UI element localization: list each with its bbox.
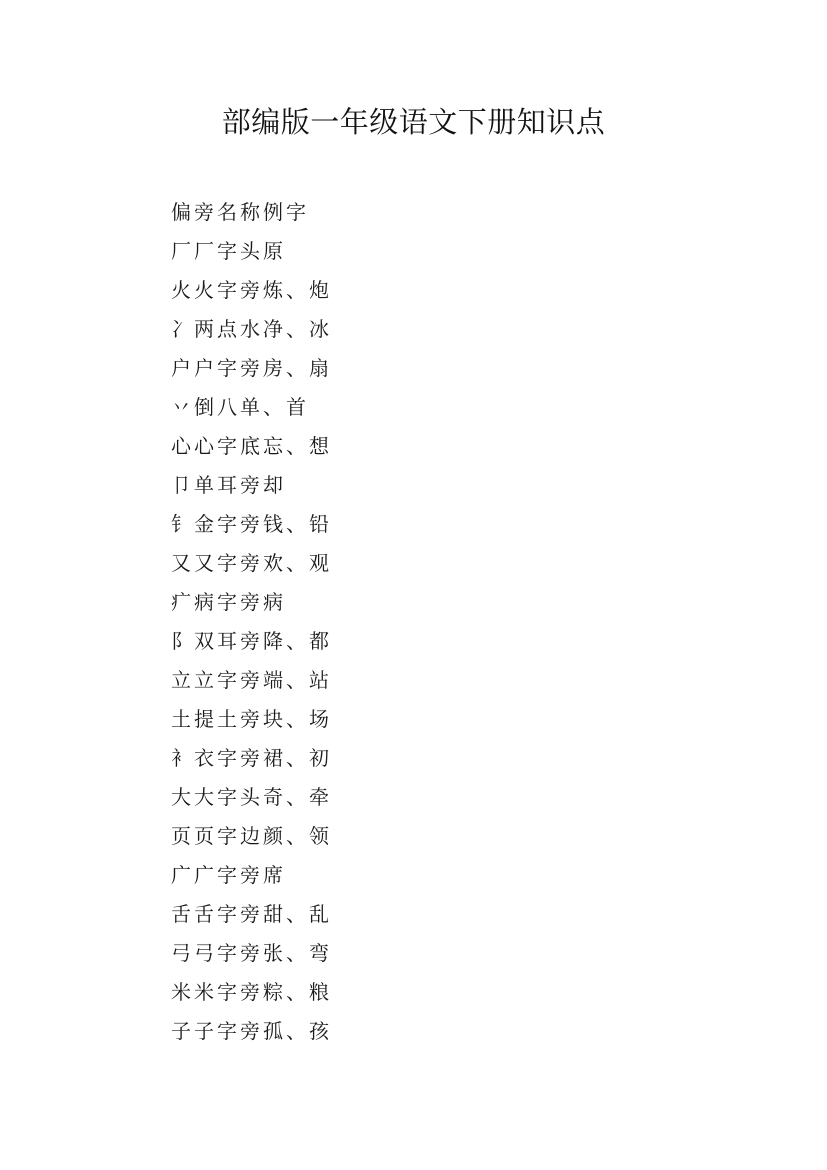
page-title: 部编版一年级语文下册知识点 (221, 105, 606, 139)
list-item: 米米字旁粽、粮 (171, 980, 332, 1004)
list-item: 广广字旁席 (171, 863, 286, 887)
list-item: 阝双耳旁降、都 (171, 629, 332, 653)
list-item: 弓弓字旁张、弯 (171, 941, 332, 965)
list-item: 舌舌字旁甜、乱 (171, 902, 332, 926)
list-item: 厂厂字头原 (171, 239, 286, 263)
list-item: 偏旁名称例字 (171, 200, 309, 224)
list-item: 页页字边颜、领 (171, 824, 332, 848)
list-item: 心心字底忘、想 (171, 434, 332, 458)
list-item: 衤衣字旁裙、初 (171, 746, 332, 770)
list-item: 火火字旁炼、炮 (171, 278, 332, 302)
list-item: 子子字旁孤、孩 (171, 1019, 332, 1043)
list-item: 冫两点水净、冰 (171, 317, 332, 341)
list-item: 大大字头奇、牵 (171, 785, 332, 809)
list-item: 丷倒八单、首 (171, 395, 309, 419)
list-item: 户户字旁房、扇 (171, 356, 332, 380)
list-item: 又又字旁欢、观 (171, 551, 332, 575)
list-item: 卩单耳旁却 (171, 473, 286, 497)
list-item: 钅金字旁钱、铅 (171, 512, 332, 536)
list-item: 疒病字旁病 (171, 590, 286, 614)
list-item: 立立字旁端、站 (171, 668, 332, 692)
radical-list (171, 193, 332, 1051)
list-item: 土提土旁块、场 (171, 707, 332, 731)
